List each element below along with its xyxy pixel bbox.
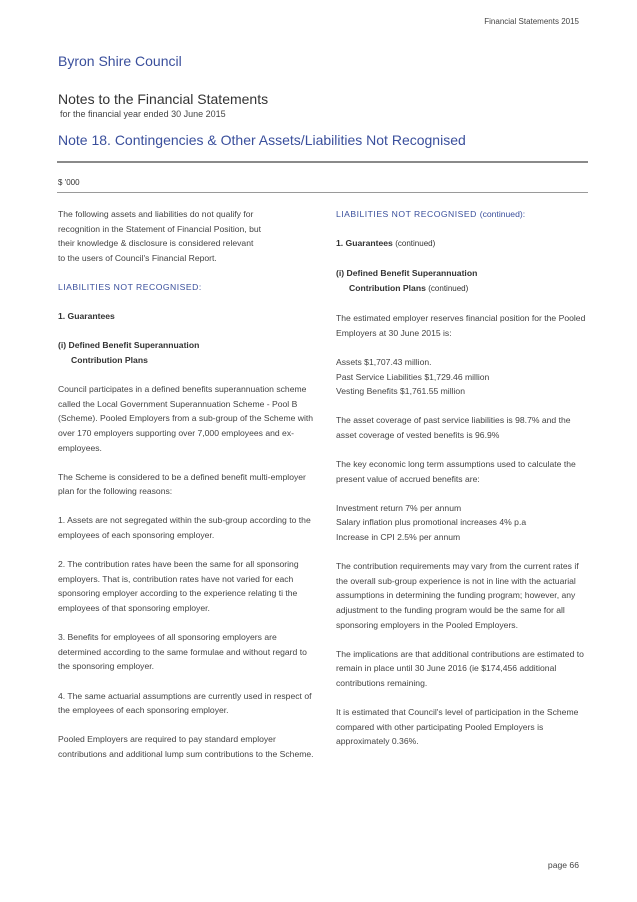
paragraph: Council participates in a defined benefits superannuation scheme called the Local Government Superannuation Scheme - Pool B (Scheme). Pooled Employers from a sub-group of the Scheme with over 170 employers supporting over 7,000 employees and ex-employees. [58, 384, 314, 453]
paragraph: The Scheme is considered to be a defined benefit multi-employer plan for the following reasons: [58, 471, 306, 497]
page-number: page 66 [547, 860, 579, 870]
assets-line: Assets $1,707.43 million. [336, 356, 432, 367]
section-heading-continued [336, 207, 588, 222]
paragraph: It is estimated that Council's level of participation in the Scheme compared with other participating Pooled Employers is approximately 0.36%. [336, 707, 579, 747]
right-column [336, 207, 588, 764]
guarantees-text: 1. Guarantees [336, 238, 393, 249]
vesting-line: Vesting Benefits $1,761.55 million [336, 386, 465, 397]
defined-benefit-line1: (i) Defined Benefit Superannuation [58, 340, 200, 351]
defined-benefit-heading [58, 338, 320, 367]
defined-benefit-line1: (i) Defined Benefit Superannuation [336, 268, 478, 279]
past-service-line: Past Service Liabilities $1,729.46 million [336, 371, 490, 382]
note-heading: Note 18. Contingencies & Other Assets/Liabilities Not Recognised [58, 132, 466, 148]
financial-position-list [336, 355, 588, 399]
defined-benefit-line2: Contribution Plans [349, 282, 426, 293]
paragraph: 4. The same actuarial assumptions are currently used in respect of the employees of each sponsoring employer. [58, 690, 312, 716]
section-heading-text: LIABILITIES NOT RECOGNISED [336, 209, 477, 219]
investment-line: Investment return 7% per annum [336, 502, 462, 513]
salary-line: Salary inflation plus promotional increases 4% p.a [336, 517, 527, 528]
left-column [58, 207, 320, 776]
paragraph: 3. Benefits for employees of all sponsoring employers are determined according to the same formulae and without regard to the sponsoring employer. [58, 632, 307, 672]
paragraph: The contribution requirements may vary from the current rates if the overall sub-group experience is not in line with the actuarial assumptions in determining the funding program; however, any adjustment to the funding program would be the same for all sponsoring employers in the Pooled Employers. [336, 561, 579, 630]
intro-paragraph: The following assets and liabilities do not qualify for recognition in the Statement of Financial Position, but their knowledge & disclosure is considered relevant to the users of Council's Financial Report. [58, 209, 262, 263]
continued-label: (continued): [479, 209, 526, 219]
unit-label: $ '000 [58, 178, 80, 187]
continued-label: (continued) [395, 239, 436, 249]
paragraph: Pooled Employers are required to pay standard employer contributions and additional lump sum contributions to the Scheme. [58, 734, 314, 759]
paragraph: The implications are that additional contributions are estimated to remain in place until 30 June 2016 (ie $174,456 additional contributions remaining. [336, 648, 584, 688]
guarantees-heading [336, 236, 588, 252]
defined-benefit-heading [336, 266, 588, 296]
heading-divider [57, 161, 588, 163]
paragraph: The asset coverage of past service liabilities is 98.7% and the asset coverage of vested benefits is 96.9% [336, 415, 571, 440]
section-heading: LIABILITIES NOT RECOGNISED: [58, 281, 202, 292]
unit-divider [57, 192, 588, 193]
organisation-name: Byron Shire Council [58, 53, 182, 69]
paragraph: The estimated employer reserves financial position for the Pooled Employers at 30 June 2015 is: [336, 313, 586, 338]
defined-benefit-line2-wrap [336, 281, 588, 297]
notes-subtitle: for the financial year ended 30 June 2015 [60, 109, 226, 119]
paragraph: 1. Assets are not segregated within the sub-group according to the employees of each sponsoring employer. [58, 515, 311, 541]
cpi-line: Increase in CPI 2.5% per annum [336, 532, 461, 543]
paragraph: 2. The contribution rates have been the same for all sponsoring employers. That is, contribution rates have not varied for each sponsoring employer according to the experience relating ti the employees of that sponsoring employer. [58, 559, 299, 614]
guarantees-heading: 1. Guarantees [58, 311, 115, 322]
assumptions-list [336, 501, 588, 545]
defined-benefit-line2: Contribution Plans [71, 354, 148, 365]
notes-title: Notes to the Financial Statements [58, 91, 269, 107]
continued-label: (continued) [428, 283, 469, 293]
paragraph: The key economic long term assumptions used to calculate the present value of accrued benefits are: [336, 459, 576, 484]
running-header: Financial Statements 2015 [484, 17, 579, 26]
